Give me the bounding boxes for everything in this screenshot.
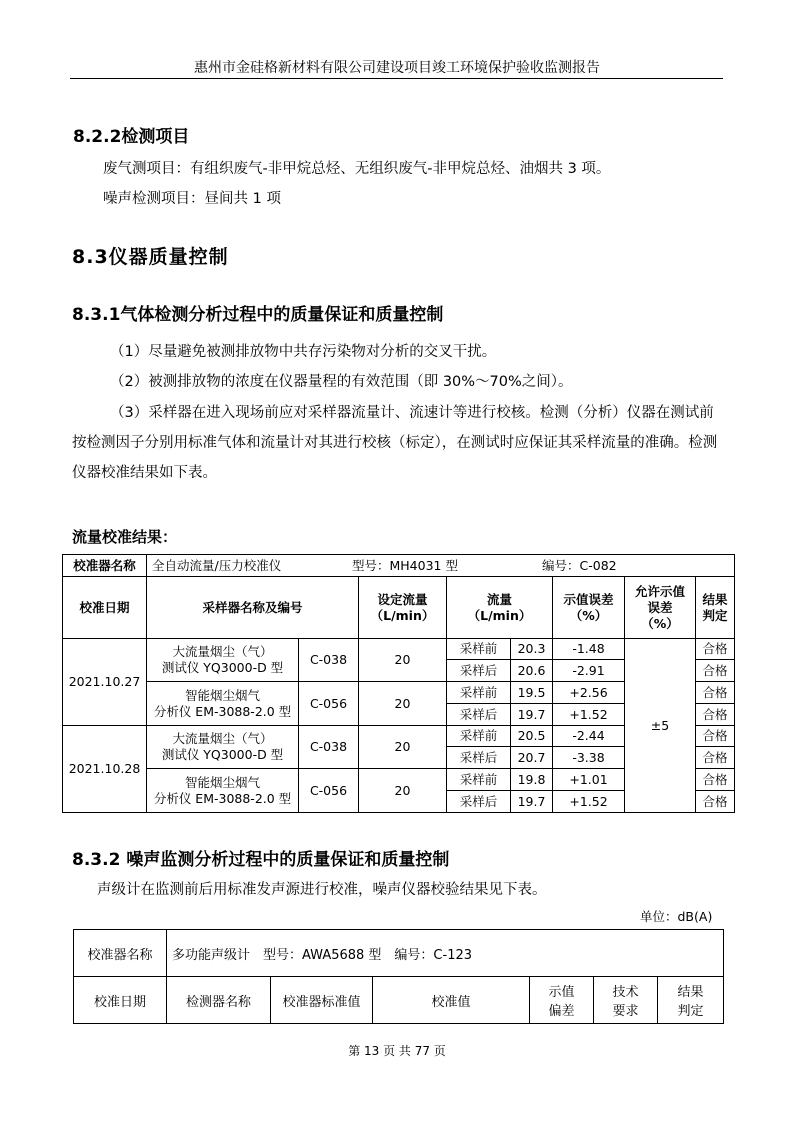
result-cell: 合格 <box>696 660 735 682</box>
exhaust-items-line: 废气测项目：有组织废气-非甲烷总烃、无组织废气-非甲烷总烃、油烟共 3 项。 <box>103 161 611 177</box>
noise-header-date: 校准日期 <box>74 977 167 1024</box>
noise-calibration-text: 声级计在监测前后用标准发声源进行校准，噪声仪器校验结果见下表。 <box>97 882 547 898</box>
header-result: 结果 判定 <box>696 577 735 639</box>
calibrator-model: 型号：MH4031 型 <box>352 557 458 573</box>
noise-header-deviation: 示值 偏差 <box>530 977 594 1024</box>
instrument-name: 大流量烟尘（气） 测试仪 YQ3000-D 型 <box>147 726 299 769</box>
phase-cell: 采样后 <box>447 791 511 813</box>
header-set-flow: 设定流量 （L/min） <box>359 577 447 639</box>
phase-cell: 采样后 <box>447 704 511 726</box>
phase-cell: 采样前 <box>447 682 511 704</box>
header-divider <box>70 78 723 79</box>
qc-item-1: （1）尽量避免被测排放物中共存污染物对分析的交叉干扰。 <box>110 344 497 360</box>
noise-calibrator-label: 校准器名称 <box>74 930 167 977</box>
error-value: -2.44 <box>553 726 625 747</box>
report-header-title: 惠州市金硅格新材料有限公司建设项目竣工环境保护验收监测报告 <box>194 60 600 76</box>
flow-calibration-table <box>62 554 735 813</box>
header-sampler: 采样器名称及编号 <box>147 577 359 639</box>
header-allowed-error: 允许示值 误差 （%） <box>625 577 696 639</box>
header-date: 校准日期 <box>63 577 147 639</box>
error-value: +1.52 <box>553 791 625 813</box>
calibrator-info <box>147 555 735 577</box>
error-value: +1.01 <box>553 769 625 791</box>
heading-8-2-2: 8.2.2检测项目 <box>73 127 190 147</box>
flow-value: 20.5 <box>511 726 553 747</box>
allowed-error-value: ±5 <box>625 639 696 813</box>
result-cell: 合格 <box>696 726 735 747</box>
flow-value: 19.7 <box>511 704 553 726</box>
phase-cell: 采样后 <box>447 747 511 769</box>
calibrator-name: 全自动流量/压力校准仪 <box>152 557 282 573</box>
calibrator-number: 编号：C-082 <box>542 557 617 573</box>
date-cell: 2021.10.27 <box>63 639 147 726</box>
phase-cell: 采样前 <box>447 726 511 747</box>
flow-value: 20.3 <box>511 639 553 660</box>
noise-header-standard: 校准器标准值 <box>271 977 373 1024</box>
instrument-name: 智能烟尘烟气 分析仪 EM-3088-2.0 型 <box>147 769 299 813</box>
noise-header-result: 结果 判定 <box>658 977 724 1024</box>
flow-table-caption: 流量校准结果： <box>72 528 178 546</box>
result-cell: 合格 <box>696 682 735 704</box>
flow-value: 19.7 <box>511 791 553 813</box>
calibrator-label: 校准器名称 <box>63 555 147 577</box>
noise-calibration-table <box>73 929 724 1024</box>
flow-value: 19.8 <box>511 769 553 791</box>
error-value: +2.56 <box>553 682 625 704</box>
result-cell: 合格 <box>696 747 735 769</box>
header-error: 示值误差 （%） <box>553 577 625 639</box>
noise-header-value: 校准值 <box>373 977 530 1024</box>
qc-item-2: （2）被测排放物的浓度在仪器量程的有效范围（即 30%～70%之间）。 <box>110 374 573 390</box>
noise-items-line: 噪声检测项目：昼间共 1 项 <box>103 191 281 207</box>
instrument-code: C-056 <box>299 769 359 813</box>
date-cell: 2021.10.28 <box>63 726 147 813</box>
phase-cell: 采样前 <box>447 769 511 791</box>
result-cell: 合格 <box>696 639 735 660</box>
set-flow-value: 20 <box>359 769 447 813</box>
heading-8-3-1: 8.3.1气体检测分析过程中的质量保证和质量控制 <box>72 305 444 325</box>
flow-value: 20.6 <box>511 660 553 682</box>
result-cell: 合格 <box>696 791 735 813</box>
error-value: -1.48 <box>553 639 625 660</box>
heading-8-3-2: 8.3.2 噪声监测分析过程中的质量保证和质量控制 <box>72 850 450 870</box>
flow-value: 20.7 <box>511 747 553 769</box>
noise-header-instrument: 检测器名称 <box>167 977 271 1024</box>
instrument-code: C-056 <box>299 682 359 726</box>
instrument-code: C-038 <box>299 726 359 769</box>
qc-item-3: （3）采样器在进入现场前应对采样器流量计、流速计等进行校核。检测（分析）仪器在测试前按检测因子分别用标准气体和流量计对其进行校核（标定），在测试时应保证其采样流量的准确。检测仪器校准结果如下表。 <box>72 405 718 481</box>
set-flow-value: 20 <box>359 682 447 726</box>
instrument-name: 智能烟尘烟气 分析仪 EM-3088-2.0 型 <box>147 682 299 726</box>
error-value: -3.38 <box>553 747 625 769</box>
noise-header-requirement: 技术 要求 <box>594 977 658 1024</box>
table-row <box>63 639 735 660</box>
header-flow: 流量 （L/min） <box>447 577 553 639</box>
unit-label: 单位：dB(A) <box>640 909 713 924</box>
page-number: 第 13 页 共 77 页 <box>348 1044 446 1058</box>
instrument-name: 大流量烟尘（气） 测试仪 YQ3000-D 型 <box>147 639 299 682</box>
phase-cell: 采样后 <box>447 660 511 682</box>
set-flow-value: 20 <box>359 726 447 769</box>
flow-value: 19.5 <box>511 682 553 704</box>
instrument-code: C-038 <box>299 639 359 682</box>
error-value: -2.91 <box>553 660 625 682</box>
error-value: +1.52 <box>553 704 625 726</box>
result-cell: 合格 <box>696 769 735 791</box>
noise-calibrator-info: 多功能声级计 型号：AWA5688 型 编号：C-123 <box>167 930 724 977</box>
phase-cell: 采样前 <box>447 639 511 660</box>
result-cell: 合格 <box>696 704 735 726</box>
heading-8-3: 8.3仪器质量控制 <box>72 246 229 268</box>
set-flow-value: 20 <box>359 639 447 682</box>
